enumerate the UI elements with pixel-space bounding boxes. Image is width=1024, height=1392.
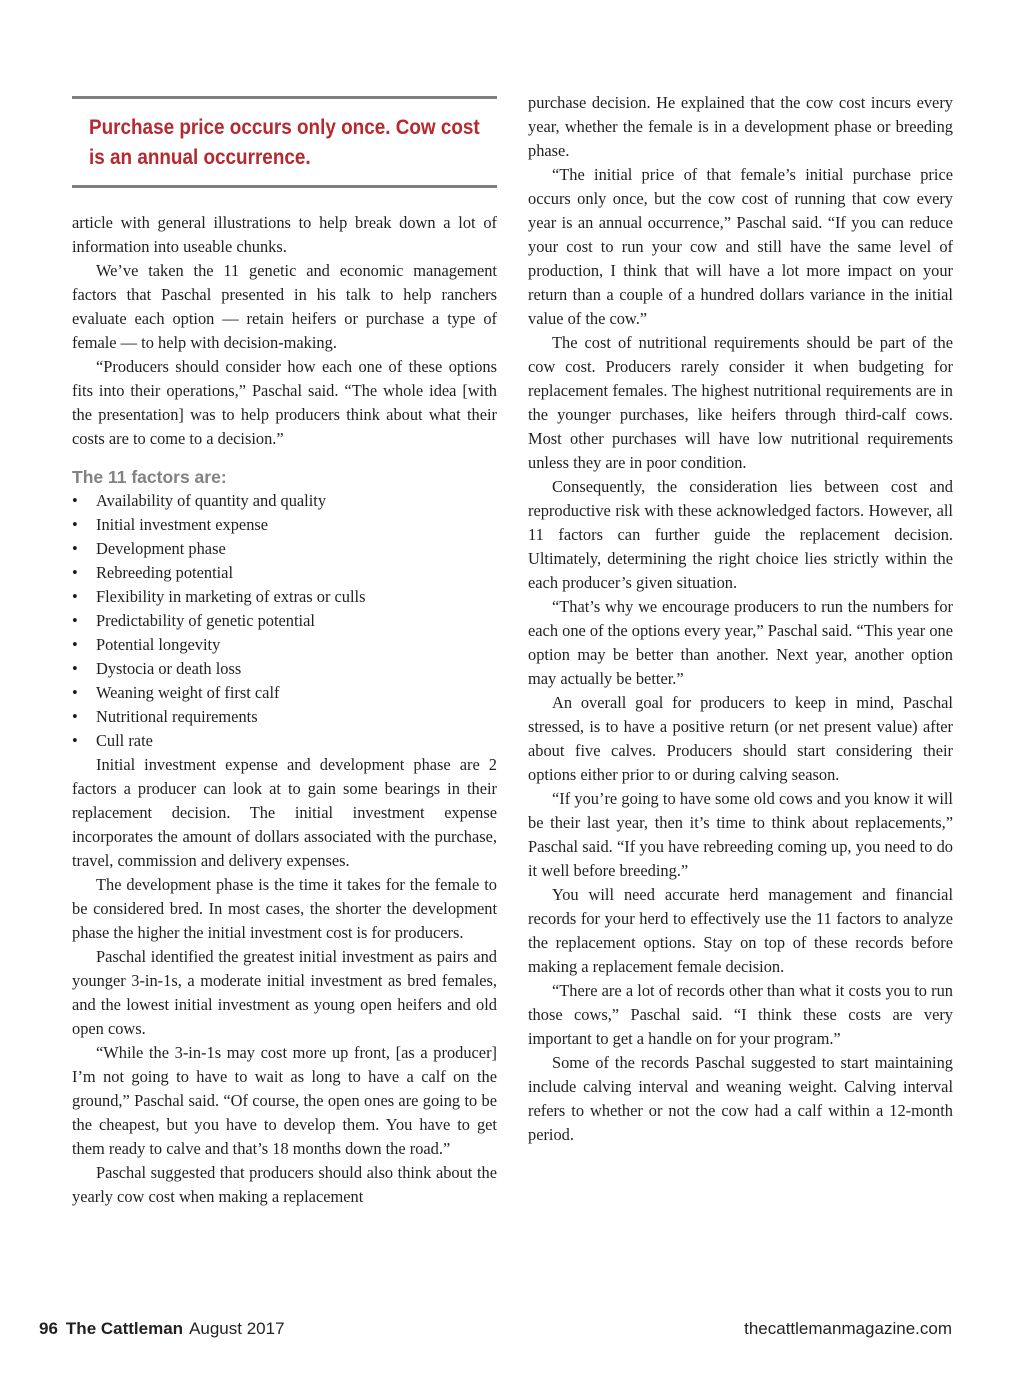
factor-list-item — [72, 537, 497, 561]
bullet-icon: • — [72, 515, 78, 534]
right-column — [528, 91, 953, 1147]
page-footer — [39, 1319, 952, 1345]
factor-list-item — [72, 489, 497, 513]
body-paragraph: “The initial price of that female’s initial purchase price occurs only once, but the cow cost of running that cow every year is an annual occurrence,” Paschal said. “If you can reduce your cost to run your cow and still have the same level of production, I think that will have a lot more impact on your return than a couple of a hundred dollars variance in the initial value of the cow.” — [528, 165, 953, 328]
factor-list-item — [72, 657, 497, 681]
bullet-icon: • — [72, 563, 78, 582]
left-intro-paragraphs — [72, 211, 497, 451]
website-url: thecattlemanmagazine.com — [744, 1319, 952, 1338]
factor-label: Availability of quantity and quality — [96, 491, 327, 510]
factor-list-item — [72, 609, 497, 633]
body-paragraph: “If you’re going to have some old cows and you know it will be their last year, then it’s time to think about replacements,” Paschal said. “If you have rebreeding coming up, you need to do it well before breeding.” — [528, 789, 953, 880]
left-column — [72, 211, 497, 1209]
factor-label: Weaning weight of first calf — [96, 683, 280, 702]
body-paragraph: article with general illustrations to help break down a lot of information into useable chunks. — [72, 213, 497, 256]
factor-label: Cull rate — [96, 731, 153, 750]
body-paragraph: “That’s why we encourage producers to run the numbers for each one of the options every year,” Paschal said. “This year one option may be better than another. Next year, another option may actually be better.” — [528, 597, 953, 688]
factor-list-item — [72, 705, 497, 729]
body-paragraph: “There are a lot of records other than what it costs you to run those cows,” Paschal said. “I think these costs are very important to get a handle on for your program.” — [528, 981, 953, 1048]
left-body-paragraphs — [72, 753, 497, 1209]
factor-list-item — [72, 633, 497, 657]
bullet-icon: • — [72, 731, 78, 750]
bullet-icon: • — [72, 539, 78, 558]
body-paragraph: purchase decision. He explained that the cow cost incurs every year, whether the female is in a development phase or breeding phase. — [528, 93, 953, 160]
factor-label: Initial investment expense — [96, 515, 269, 534]
bullet-icon: • — [72, 587, 78, 606]
magazine-name: The Cattleman — [65, 1319, 184, 1338]
bullet-icon: • — [72, 611, 78, 630]
body-paragraph: An overall goal for producers to keep in mind, Paschal stressed, is to have a positive return (or net present value) after about five calves. Producers should start considering their options either prior to or during calving season. — [528, 693, 953, 784]
factors-subhead: The 11 factors are: — [72, 467, 227, 487]
bullet-icon: • — [72, 707, 78, 726]
page-number: 96 — [39, 1319, 58, 1338]
body-paragraph: Paschal suggested that producers should also think about the yearly cow cost when making a replacement — [72, 1163, 497, 1206]
issue-date: August 2017 — [189, 1319, 285, 1338]
bullet-icon: • — [72, 635, 78, 654]
factor-label: Nutritional requirements — [96, 707, 258, 726]
bullet-icon: • — [72, 491, 78, 510]
factor-label: Dystocia or death loss — [96, 659, 242, 678]
body-paragraph: Consequently, the consideration lies between cost and reproductive risk with these acknowledged factors. However, all 11 factors can further guide the replacement decision. Ultimately, determining the right choice lies strictly within the each producer’s given situation. — [528, 477, 953, 592]
body-paragraph: Initial investment expense and development phase are 2 factors a producer can look at to gain some bearings in their replacement decision. The initial investment expense incorporates the amount of dollars associated with the purchase, travel, commission and delivery expenses. — [72, 755, 497, 870]
bullet-icon: • — [72, 683, 78, 702]
body-paragraph: The development phase is the time it takes for the female to be considered bred. In most cases, the shorter the development phase the higher the initial investment cost is for producers. — [72, 875, 497, 942]
body-paragraph: The cost of nutritional requirements should be part of the cow cost. Producers rarely consider it when budgeting for replacement females. The highest nutritional requirements are in the younger purchases, like heifers through third-calf cows. Most other purchases will have low nutritional requirements unless they are in poor condition. — [528, 333, 953, 472]
body-paragraph: “Producers should consider how each one of these options fits into their operations,” Paschal said. “The whole idea [with the presentation] was to help producers think about what their costs are to come to a decision.” — [72, 357, 497, 448]
body-paragraph: Some of the records Paschal suggested to start maintaining include calving interval and weaning weight. Calving interval refers to whether or not the cow had a calf within a 12-month period. — [528, 1053, 953, 1144]
body-paragraph: We’ve taken the 11 genetic and economic management factors that Paschal presented in his talk to help ranchers evaluate each option — retain heifers or purchase a type of female — to help with decision-making. — [72, 261, 497, 352]
factors-list — [72, 489, 497, 753]
factor-list-item — [72, 561, 497, 585]
factor-label: Flexibility in marketing of extras or culls — [96, 587, 366, 606]
factor-list-item — [72, 585, 497, 609]
factor-label: Potential longevity — [96, 635, 221, 654]
factor-list-item — [72, 681, 497, 705]
factor-list-item — [72, 513, 497, 537]
factor-label: Predictability of genetic potential — [96, 611, 315, 630]
body-paragraph: “While the 3-in-1s may cost more up front, [as a producer] I’m not going to have to wait as long to have a calf on the ground,” Paschal said. “Of course, the open ones are going to be the cheapest, but you have to develop them. You have to get them ready to calve and that’s 18 months down the road.” — [72, 1043, 497, 1158]
factor-list-item — [72, 729, 497, 753]
body-paragraph: You will need accurate herd management and financial records for your herd to effectively use the 11 factors to analyze the replacement options. Stay on top of these records before making a replacement female decision. — [528, 885, 953, 976]
pull-quote-box — [72, 96, 497, 188]
pull-quote: Purchase price occurs only once. Cow cost is an annual occurrence. — [89, 116, 480, 169]
folio — [39, 1319, 285, 1339]
body-paragraph: Paschal identified the greatest initial investment as pairs and younger 3-in-1s, a moderate initial investment as bred females, and the lowest initial investment as young open heifers and old open cows. — [72, 947, 497, 1038]
factor-label: Rebreeding potential — [96, 563, 233, 582]
bullet-icon: • — [72, 659, 78, 678]
factor-label: Development phase — [96, 539, 226, 558]
